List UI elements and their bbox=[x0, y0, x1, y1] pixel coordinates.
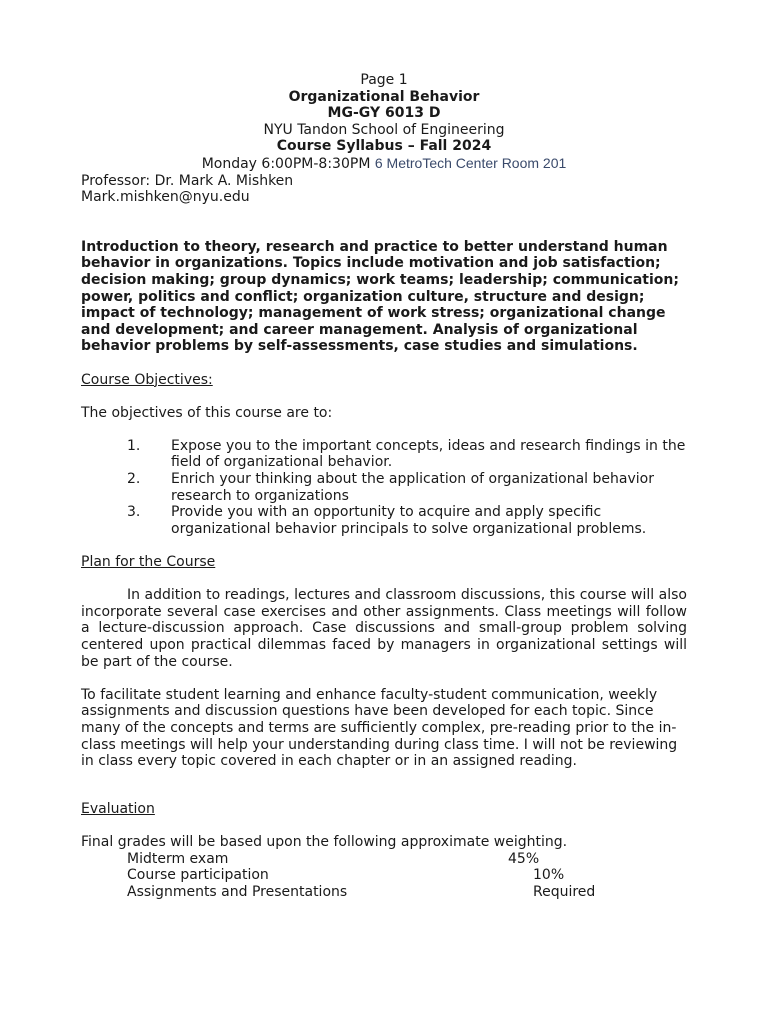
objectives-heading: Course Objectives: bbox=[81, 371, 213, 388]
professor-email: Mark.mishken@nyu.edu bbox=[81, 189, 250, 206]
syllabus-page bbox=[81, 72, 687, 900]
plan-paragraph-1: In addition to readings, lectures and classroom discussions, this course will also incorporate several case exercises and other assignments. Class meetings will follow a lecture-discussion approach. Case discussions and small-group problem solving centered upon practical dilemmas faced by managers in organizational settings will be part of the course. bbox=[81, 587, 687, 670]
evaluation-intro: Final grades will be based upon the following approximate weighting. bbox=[81, 833, 568, 850]
list-item-number: 2. bbox=[127, 471, 141, 488]
grade-label: Course participation bbox=[127, 867, 269, 884]
objectives-intro: The objectives of this course are to: bbox=[81, 404, 333, 421]
list-item-text: Expose you to the important concepts, ideas and research findings in the field of organizational behavior. bbox=[171, 437, 686, 471]
grade-label: Midterm exam bbox=[127, 850, 229, 867]
grade-row bbox=[81, 884, 687, 901]
grade-label: Assignments and Presentations bbox=[127, 883, 348, 900]
list-item-text: Provide you with an opportunity to acquire and apply specific organizational behavior principals to solve organizational problems. bbox=[171, 504, 647, 537]
course-code: MG-GY 6013 D bbox=[327, 105, 441, 122]
list-item bbox=[81, 471, 687, 504]
grade-value: 10% bbox=[533, 867, 565, 884]
course-title: Organizational Behavior bbox=[288, 88, 480, 105]
list-item bbox=[81, 438, 687, 471]
professor-name: Professor: Dr. Mark A. Mishken bbox=[81, 172, 294, 189]
school-name: NYU Tandon School of Engineering bbox=[263, 121, 505, 138]
schedule-line bbox=[81, 155, 687, 173]
objectives-list bbox=[81, 438, 687, 538]
list-item-number: 3. bbox=[127, 504, 141, 521]
plan-heading: Plan for the Course bbox=[81, 554, 216, 571]
grade-value: 45% bbox=[508, 850, 540, 867]
list-item-text: Enrich your thinking about the application of organizational behavior research to organizations bbox=[171, 471, 654, 504]
class-schedule: Monday 6:00PM-8:30PM bbox=[201, 155, 371, 172]
grade-row bbox=[81, 867, 687, 884]
evaluation-heading: Evaluation bbox=[81, 800, 155, 817]
grade-row bbox=[81, 851, 687, 868]
list-item-number: 1. bbox=[127, 437, 141, 454]
syllabus-title: Course Syllabus – Fall 2024 bbox=[276, 138, 492, 155]
class-location: 6 MetroTech Center Room 201 bbox=[374, 154, 567, 171]
list-item bbox=[81, 504, 687, 537]
page-number: Page 1 bbox=[360, 72, 408, 88]
grade-value: Required bbox=[533, 883, 596, 900]
course-description: Introduction to theory, research and practice to better understand human behavior in organizations. Topics include motivation and job satisfaction; decision making; group dynamics; work teams; leadership; communication; power, politics and conflict; organization culture, structure and design; impact of technology; management of work stress; organizational change and development; and career management. Analysis of organizational behavior problems by self-assessments, case studies and simulations. bbox=[81, 238, 679, 355]
plan-paragraph-2: To facilitate student learning and enhance faculty-student communication, weekly assignments and discussion questions have been developed for each topic. Since many of the concepts and terms are sufficiently complex, pre-reading prior to the in-class meetings will help your understanding during class time. I will not be reviewing in class every topic covered in each chapter or in an assigned reading. bbox=[81, 686, 678, 770]
